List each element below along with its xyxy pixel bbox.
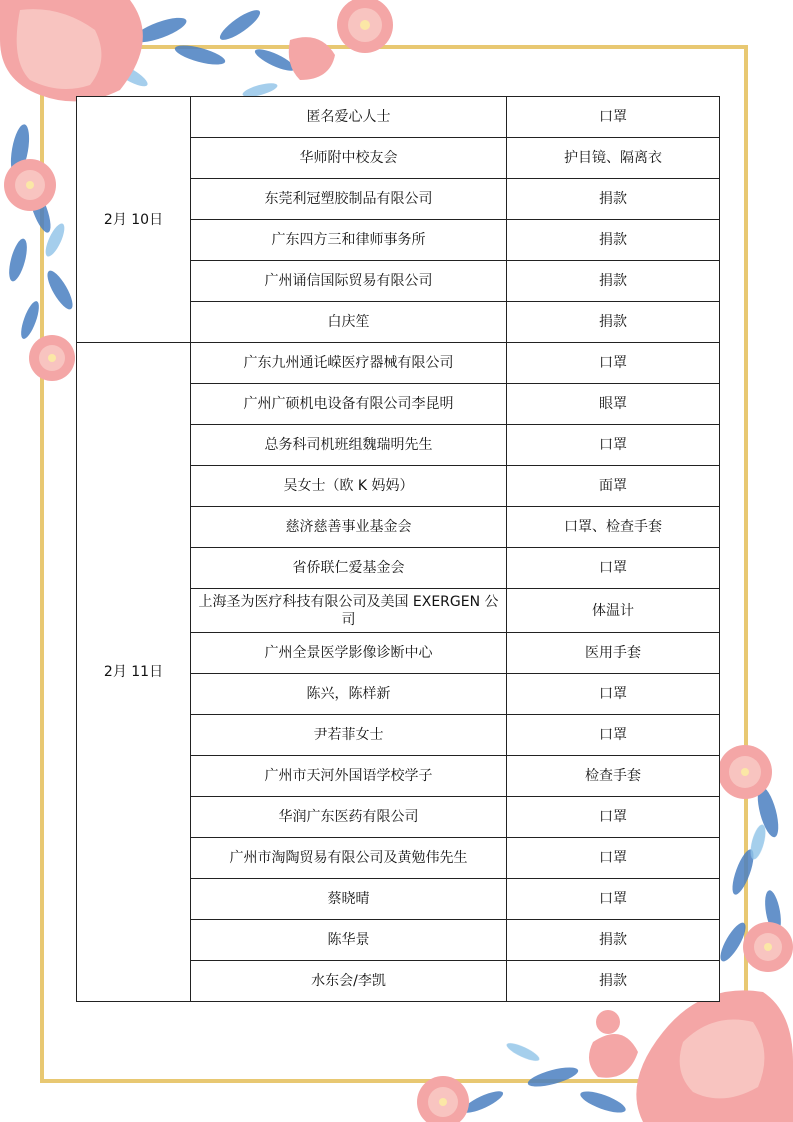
item-cell: 口罩: [507, 343, 720, 384]
item-cell: 口罩: [507, 838, 720, 879]
donor-cell: 华润广东医药有限公司: [191, 797, 507, 838]
item-cell: 捐款: [507, 220, 720, 261]
item-cell: 面罩: [507, 466, 720, 507]
donor-cell: 东莞利冠塑胶制品有限公司: [191, 179, 507, 220]
item-cell: 口罩: [507, 674, 720, 715]
table-row: [77, 343, 720, 384]
donor-cell: 广州市天河外国语学校学子: [191, 756, 507, 797]
item-cell: 护目镜、隔离衣: [507, 138, 720, 179]
item-cell: 口罩: [507, 797, 720, 838]
donor-cell: 华师附中校友会: [191, 138, 507, 179]
donor-cell: 陈华景: [191, 920, 507, 961]
date-cell: 2月 10日: [77, 97, 191, 343]
donor-cell: 匿名爱心人士: [191, 97, 507, 138]
donor-cell: 慈济慈善事业基金会: [191, 507, 507, 548]
donor-cell: 广东四方三和律师事务所: [191, 220, 507, 261]
donor-cell: 省侨联仁爱基金会: [191, 548, 507, 589]
donor-cell: 广州市淘陶贸易有限公司及黄勉伟先生: [191, 838, 507, 879]
item-cell: 口罩: [507, 548, 720, 589]
table-row: [77, 97, 720, 138]
donor-cell: 水东会/李凯: [191, 961, 507, 1002]
donor-cell: 白庆笙: [191, 302, 507, 343]
item-cell: 捐款: [507, 179, 720, 220]
item-cell: 口罩: [507, 715, 720, 756]
date-cell: 2月 11日: [77, 343, 191, 1002]
item-cell: 捐款: [507, 302, 720, 343]
donor-cell: 上海圣为医疗科技有限公司及美国 EXERGEN 公司: [191, 589, 507, 633]
donor-cell: 陈兴，陈样新: [191, 674, 507, 715]
item-cell: 检查手套: [507, 756, 720, 797]
item-cell: 体温计: [507, 589, 720, 633]
donor-cell: 广东九州通讬嵘医疗器械有限公司: [191, 343, 507, 384]
item-cell: 眼罩: [507, 384, 720, 425]
item-cell: 口罩: [507, 97, 720, 138]
donor-cell: 尹若菲女士: [191, 715, 507, 756]
donor-cell: 广州全景医学影像诊断中心: [191, 633, 507, 674]
item-cell: 口罩: [507, 425, 720, 466]
donor-cell: 吴女士（欧 K 妈妈）: [191, 466, 507, 507]
donor-cell: 总务科司机班组魏瑞明先生: [191, 425, 507, 466]
item-cell: 口罩: [507, 879, 720, 920]
item-cell: 医用手套: [507, 633, 720, 674]
item-cell: 捐款: [507, 920, 720, 961]
donation-table: [76, 96, 720, 1002]
item-cell: 口罩、检查手套: [507, 507, 720, 548]
donor-cell: 广州诵信国际贸易有限公司: [191, 261, 507, 302]
donor-cell: 蔡晓晴: [191, 879, 507, 920]
donor-cell: 广州广硕机电设备有限公司李昆明: [191, 384, 507, 425]
item-cell: 捐款: [507, 261, 720, 302]
item-cell: 捐款: [507, 961, 720, 1002]
